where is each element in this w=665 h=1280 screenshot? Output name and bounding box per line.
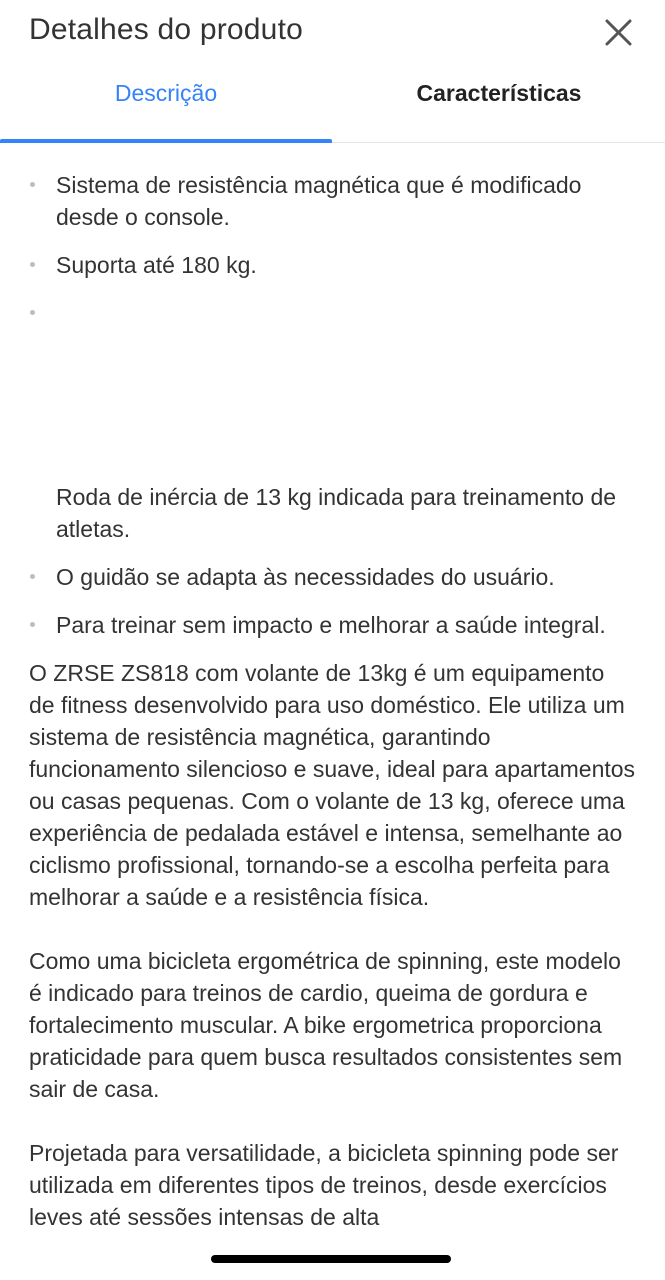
list-item: [29, 169, 636, 233]
redaction-mark: [211, 1255, 451, 1263]
bullet-icon: [30, 262, 35, 267]
modal-header: [0, 0, 665, 66]
bullet-icon: [30, 182, 35, 187]
feature-list: [29, 143, 636, 641]
feature-text: O guidão se adapta às necessidades do usuário.: [56, 564, 555, 590]
feature-text: Para treinar sem impacto e melhorar a saúde integral.: [56, 612, 606, 638]
list-item: [29, 609, 636, 641]
tab-descricao[interactable]: Descrição: [114, 80, 218, 106]
tab-bar: [0, 66, 665, 143]
list-item: [29, 561, 636, 593]
close-button[interactable]: [603, 17, 635, 49]
feature-text: Suporta até 180 kg.: [56, 252, 257, 278]
feature-text: Sistema de resistência magnética que é modificado desde o console.: [56, 172, 582, 230]
bullet-icon: [30, 310, 35, 315]
bullet-icon: [30, 622, 35, 627]
list-item-empty: [29, 297, 636, 471]
list-item: [29, 249, 636, 281]
list-item: [29, 481, 636, 545]
description-content: [0, 143, 665, 1233]
description-paragraph: O ZRSE ZS818 com volante de 13kg é um equipamento de fitness desenvolvido para uso doméstico. Ele utiliza um sistema de resistência magnética, garantindo funcionamento silencioso e suave, ideal para apartamentos ou casas pequenas. Com o volante de 13 kg, oferece uma experiência de pedalada estável e intensa, semelhante ao ciclismo profissional, tornando-se a escolha perfeita para melhorar a saúde e a resistência física.: [29, 660, 636, 910]
page-title: Detalhes do produto: [29, 13, 303, 46]
close-icon: [603, 17, 635, 49]
description-paragraph: Projetada para versatilidade, a bicicleta spinning pode ser utilizada em diferentes tipos de treinos, desde exercícios leves até sessões intensas de alta: [29, 1140, 619, 1230]
bullet-icon: [30, 574, 35, 579]
tab-caracteristicas[interactable]: Características: [416, 80, 582, 106]
description-paragraph: Como uma bicicleta ergométrica de spinning, este modelo é indicado para treinos de cardio, queima de gordura e fortalecimento muscular. A bike ergometrica proporciona praticidade para quem busca resultados consistentes sem sair de casa.: [29, 948, 623, 1102]
feature-text: Roda de inércia de 13 kg indicada para treinamento de atletas.: [56, 484, 617, 542]
